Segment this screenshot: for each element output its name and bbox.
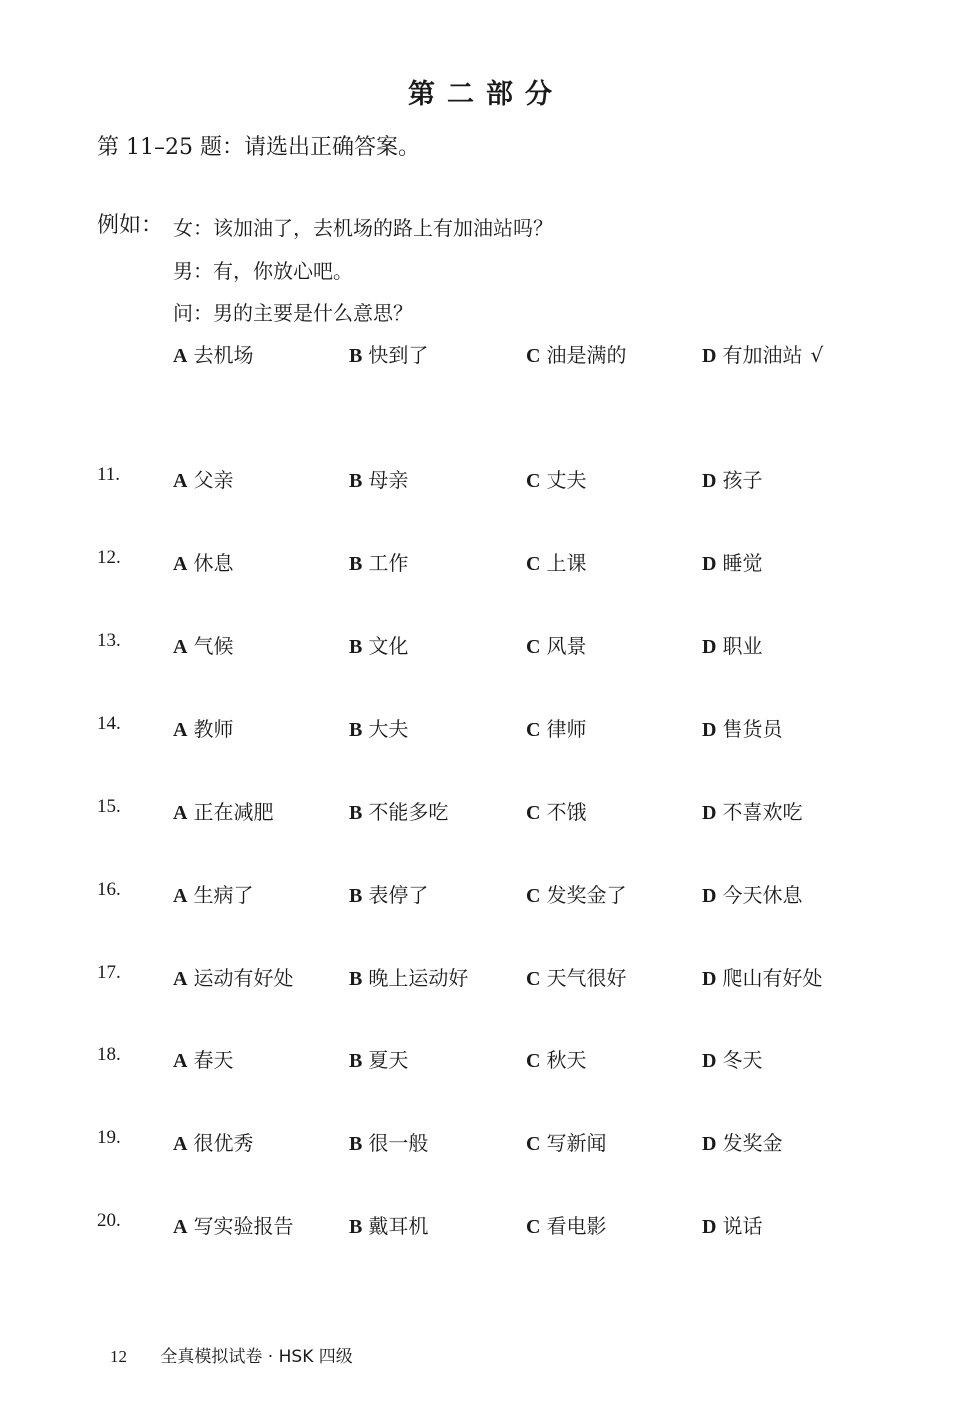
- question-row: [0, 879, 960, 909]
- option-d: D 冬天: [702, 1048, 763, 1072]
- option-c: C 律师: [526, 717, 587, 741]
- option-b: B 晚上运动好: [349, 966, 469, 990]
- footer: [110, 1342, 353, 1367]
- option-b: B 工作: [349, 551, 409, 575]
- question-number: 14.: [97, 713, 121, 734]
- example-option-b: B 快到了: [349, 343, 429, 367]
- question-row: [0, 1127, 960, 1157]
- example-label: 例如：: [97, 213, 164, 238]
- option-a: A 休息: [173, 551, 234, 575]
- question-number: 15.: [97, 796, 121, 817]
- option-d: D 爬山有好处: [702, 966, 823, 990]
- option-b: B 戴耳机: [349, 1214, 429, 1238]
- option-c: C 写新闻: [526, 1131, 607, 1155]
- option-b: B 文化: [349, 634, 409, 658]
- option-c: C 发奖金了: [526, 883, 627, 907]
- question-row: [0, 464, 960, 494]
- question-row: [0, 796, 960, 826]
- instruction: 第 11–25 题：请选出正确答案。: [97, 135, 420, 160]
- option-a: A 正在减肥: [173, 800, 274, 824]
- option-c: C 风景: [526, 634, 587, 658]
- question-number: 19.: [97, 1127, 121, 1148]
- option-d: D 孩子: [702, 468, 763, 492]
- question-number: 12.: [97, 547, 121, 568]
- option-d: D 职业: [702, 634, 763, 658]
- option-c: C 秋天: [526, 1048, 587, 1072]
- checkmark-icon: √: [810, 343, 824, 367]
- option-a: A 教师: [173, 717, 234, 741]
- option-a: A 气候: [173, 634, 234, 658]
- question-row: [0, 1044, 960, 1074]
- question-row: [0, 1210, 960, 1240]
- option-d: D 售货员: [702, 717, 783, 741]
- question-number: 11.: [97, 464, 121, 485]
- option-b: B 母亲: [349, 468, 409, 492]
- book-title: 全真模拟试卷 · HSK 四级: [160, 1347, 353, 1367]
- option-d: D 说话: [702, 1214, 763, 1238]
- example-options: [0, 339, 960, 369]
- question-number: 18.: [97, 1044, 121, 1065]
- option-d: D 发奖金: [702, 1131, 783, 1155]
- option-c: C 上课: [526, 551, 587, 575]
- option-a: A 春天: [173, 1048, 234, 1072]
- option-c: C 天气很好: [526, 966, 627, 990]
- option-a: A 很优秀: [173, 1131, 254, 1155]
- option-d: D 睡觉: [702, 551, 763, 575]
- option-a: A 生病了: [173, 883, 254, 907]
- question-row: [0, 962, 960, 992]
- question-row: [0, 547, 960, 577]
- example-option-d: D 有加油站 √: [702, 343, 824, 367]
- example-line-question: 问：男的主要是什么意思？: [173, 301, 413, 325]
- question-row: [0, 713, 960, 743]
- question-number: 13.: [97, 630, 121, 651]
- option-d: D 今天休息: [702, 883, 803, 907]
- option-b: B 表停了: [349, 883, 429, 907]
- question-row: [0, 630, 960, 660]
- page-number: 12: [110, 1347, 127, 1366]
- question-number: 16.: [97, 879, 121, 900]
- option-c: C 看电影: [526, 1214, 607, 1238]
- option-a: A 父亲: [173, 468, 234, 492]
- example-option-c: C 油是满的: [526, 343, 627, 367]
- example-line-man: 男：有，你放心吧。: [173, 259, 353, 283]
- page-title: 第二部分: [408, 79, 564, 110]
- option-c: C 不饿: [526, 800, 587, 824]
- option-b: B 不能多吃: [349, 800, 449, 824]
- question-number: 20.: [97, 1210, 121, 1231]
- option-b: B 夏天: [349, 1048, 409, 1072]
- option-c: C 丈夫: [526, 468, 587, 492]
- option-a: A 运动有好处: [173, 966, 294, 990]
- option-b: B 很一般: [349, 1131, 429, 1155]
- example-line-woman: 女：该加油了，去机场的路上有加油站吗？: [173, 216, 553, 240]
- question-number: 17.: [97, 962, 121, 983]
- option-a: A 写实验报告: [173, 1214, 294, 1238]
- option-d: D 不喜欢吃: [702, 800, 803, 824]
- example-option-a: A 去机场: [173, 343, 254, 367]
- option-b: B 大夫: [349, 717, 409, 741]
